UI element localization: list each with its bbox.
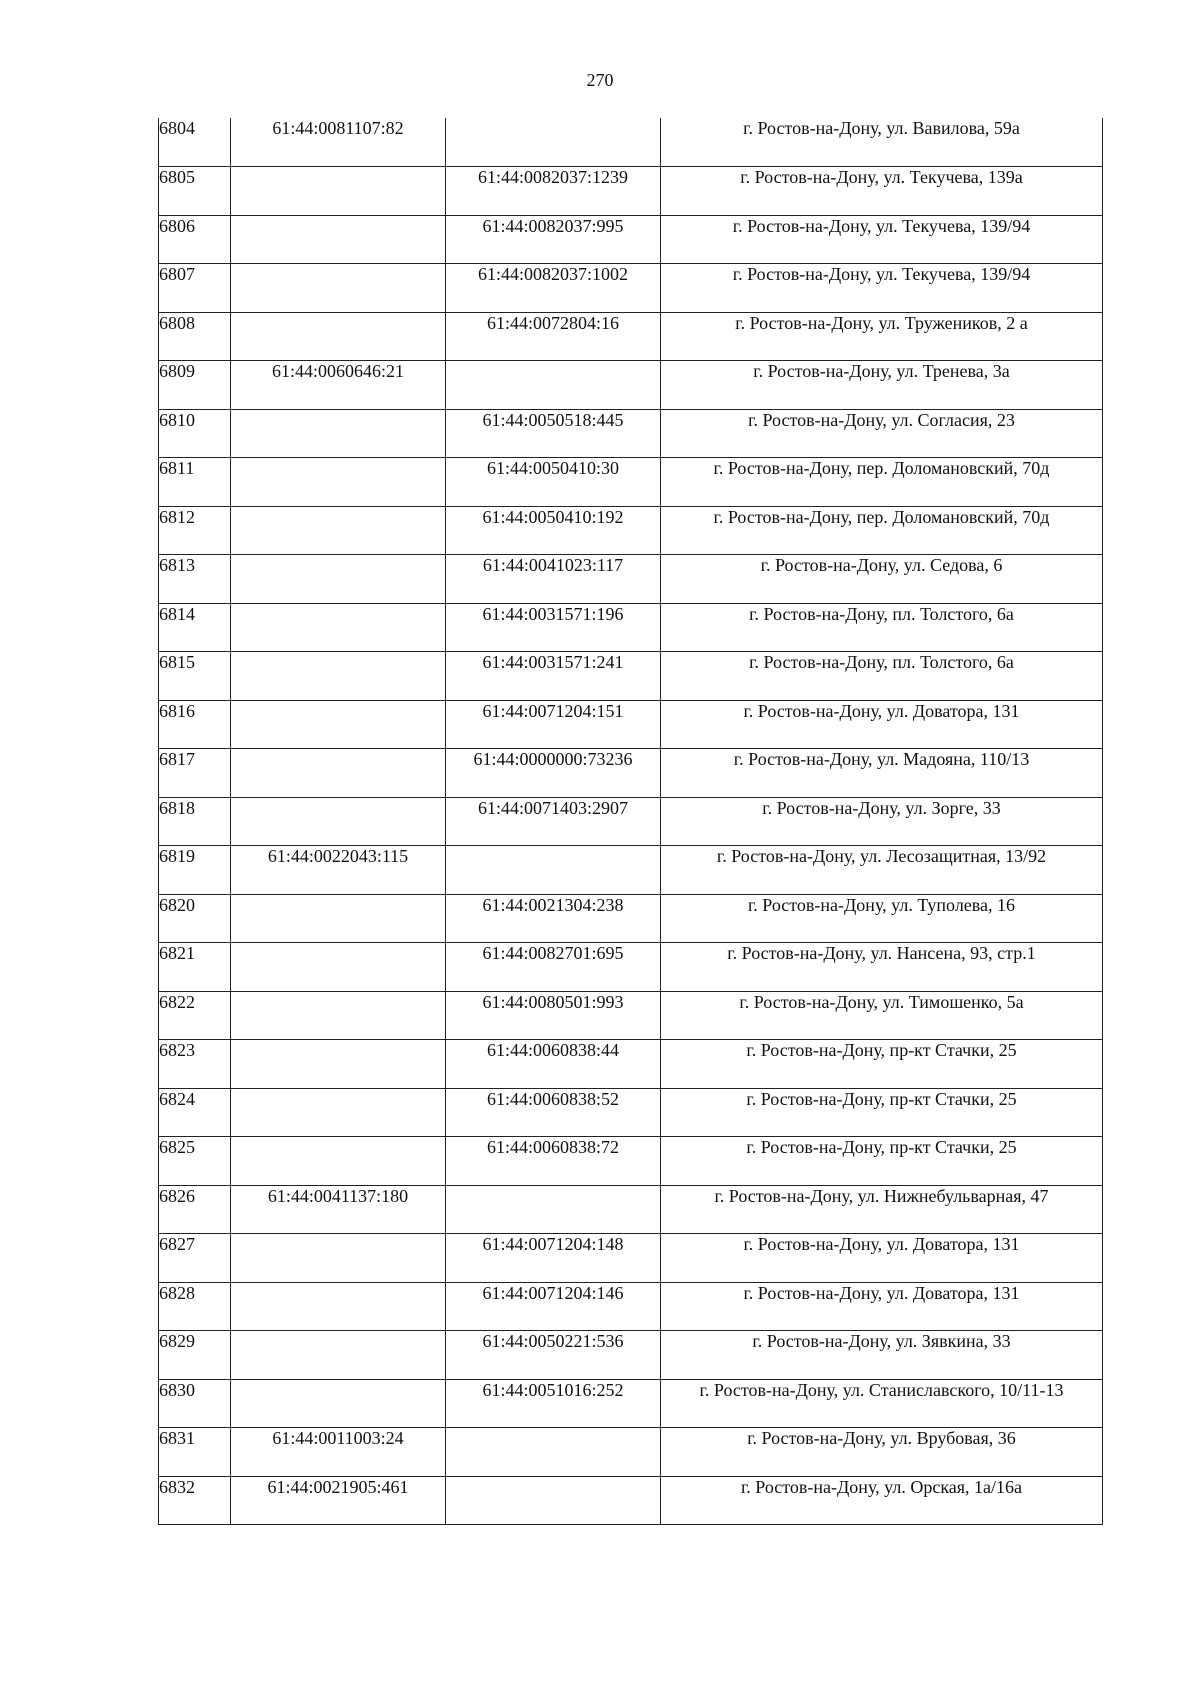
cadastral-number-cell bbox=[231, 458, 446, 507]
table-row bbox=[159, 215, 1103, 264]
address-cell: г. Ростов-на-Дону, ул. Доватора, 131 bbox=[661, 1234, 1103, 1283]
cadastral-number-cell: 61:44:0041137:180 bbox=[231, 1185, 446, 1234]
cadastral-number-cell: 61:44:0031571:241 bbox=[446, 652, 661, 701]
cadastral-number-cell: 61:44:0011003:24 bbox=[231, 1428, 446, 1477]
cadastral-number-cell: 61:44:0050221:536 bbox=[446, 1331, 661, 1380]
cadastral-number-cell: 61:44:0081107:82 bbox=[231, 118, 446, 167]
table-row bbox=[159, 1040, 1103, 1089]
cadastral-number-cell bbox=[231, 943, 446, 992]
row-number-cell: 6809 bbox=[159, 361, 231, 410]
address-cell: г. Ростов-на-Дону, ул. Лесозащитная, 13/92 bbox=[661, 846, 1103, 895]
table-row bbox=[159, 506, 1103, 555]
address-cell: г. Ростов-на-Дону, ул. Нижнебульварная, 47 bbox=[661, 1185, 1103, 1234]
cadastral-number-cell bbox=[231, 1331, 446, 1380]
address-cell: г. Ростов-на-Дону, ул. Текучева, 139а bbox=[661, 167, 1103, 216]
cadastral-number-cell bbox=[231, 167, 446, 216]
cadastral-number-cell: 61:44:0060838:72 bbox=[446, 1137, 661, 1186]
row-number-cell: 6817 bbox=[159, 749, 231, 798]
address-cell: г. Ростов-на-Дону, ул. Зявкина, 33 bbox=[661, 1331, 1103, 1380]
cadastral-number-cell bbox=[231, 652, 446, 701]
cadastral-number-cell bbox=[231, 312, 446, 361]
cadastral-number-cell: 61:44:0071204:151 bbox=[446, 700, 661, 749]
address-cell: г. Ростов-на-Дону, ул. Мадояна, 110/13 bbox=[661, 749, 1103, 798]
row-number-cell: 6813 bbox=[159, 555, 231, 604]
table-row bbox=[159, 1331, 1103, 1380]
table-row bbox=[159, 1185, 1103, 1234]
address-cell: г. Ростов-на-Дону, ул. Доватора, 131 bbox=[661, 700, 1103, 749]
cadastral-number-cell bbox=[231, 215, 446, 264]
address-cell: г. Ростов-на-Дону, ул. Текучева, 139/94 bbox=[661, 264, 1103, 313]
cadastral-number-cell bbox=[231, 749, 446, 798]
row-number-cell: 6818 bbox=[159, 797, 231, 846]
cadastral-number-cell bbox=[446, 118, 661, 167]
table-row bbox=[159, 1379, 1103, 1428]
address-cell: г. Ростов-на-Дону, ул. Седова, 6 bbox=[661, 555, 1103, 604]
row-number-cell: 6806 bbox=[159, 215, 231, 264]
address-cell: г. Ростов-на-Дону, пр-кт Стачки, 25 bbox=[661, 1137, 1103, 1186]
address-cell: г. Ростов-на-Дону, ул. Вавилова, 59а bbox=[661, 118, 1103, 167]
cadastral-number-cell: 61:44:0071204:146 bbox=[446, 1282, 661, 1331]
cadastral-number-cell: 61:44:0071204:148 bbox=[446, 1234, 661, 1283]
table-row bbox=[159, 1428, 1103, 1477]
address-cell: г. Ростов-на-Дону, пр-кт Стачки, 25 bbox=[661, 1040, 1103, 1089]
row-number-cell: 6808 bbox=[159, 312, 231, 361]
cadastral-number-cell bbox=[231, 1234, 446, 1283]
table-row bbox=[159, 700, 1103, 749]
cadastral-number-cell bbox=[231, 1137, 446, 1186]
table-row bbox=[159, 894, 1103, 943]
table-row bbox=[159, 797, 1103, 846]
address-cell: г. Ростов-на-Дону, ул. Согласия, 23 bbox=[661, 409, 1103, 458]
address-cell: г. Ростов-на-Дону, ул. Врубовая, 36 bbox=[661, 1428, 1103, 1477]
cadastral-number-cell: 61:44:0051016:252 bbox=[446, 1379, 661, 1428]
address-cell: г. Ростов-на-Дону, пл. Толстого, 6а bbox=[661, 652, 1103, 701]
cadastral-number-cell: 61:44:0021905:461 bbox=[231, 1476, 446, 1525]
table-row bbox=[159, 1282, 1103, 1331]
cadastral-number-cell bbox=[231, 894, 446, 943]
address-cell: г. Ростов-на-Дону, ул. Доватора, 131 bbox=[661, 1282, 1103, 1331]
address-cell: г. Ростов-на-Дону, пр-кт Стачки, 25 bbox=[661, 1088, 1103, 1137]
cadastral-number-cell bbox=[446, 846, 661, 895]
cadastral-number-cell: 61:44:0041023:117 bbox=[446, 555, 661, 604]
cadastral-number-cell: 61:44:0082701:695 bbox=[446, 943, 661, 992]
row-number-cell: 6819 bbox=[159, 846, 231, 895]
cadastral-number-cell: 61:44:0050410:192 bbox=[446, 506, 661, 555]
table-row bbox=[159, 603, 1103, 652]
cadastral-number-cell: 61:44:0060838:52 bbox=[446, 1088, 661, 1137]
address-cell: г. Ростов-на-Дону, ул. Туполева, 16 bbox=[661, 894, 1103, 943]
address-cell: г. Ростов-на-Дону, пл. Толстого, 6а bbox=[661, 603, 1103, 652]
cadastral-number-cell: 61:44:0050518:445 bbox=[446, 409, 661, 458]
row-number-cell: 6828 bbox=[159, 1282, 231, 1331]
table-row bbox=[159, 943, 1103, 992]
cadastral-number-cell bbox=[231, 700, 446, 749]
table-row bbox=[159, 991, 1103, 1040]
cadastral-number-cell: 61:44:0082037:1002 bbox=[446, 264, 661, 313]
table-row bbox=[159, 749, 1103, 798]
row-number-cell: 6810 bbox=[159, 409, 231, 458]
row-number-cell: 6830 bbox=[159, 1379, 231, 1428]
table-row bbox=[159, 1234, 1103, 1283]
row-number-cell: 6829 bbox=[159, 1331, 231, 1380]
cadastral-number-cell bbox=[231, 797, 446, 846]
registry-table bbox=[158, 118, 1103, 1525]
cadastral-number-cell bbox=[231, 603, 446, 652]
row-number-cell: 6821 bbox=[159, 943, 231, 992]
address-cell: г. Ростов-на-Дону, пер. Доломановский, 70д bbox=[661, 458, 1103, 507]
row-number-cell: 6822 bbox=[159, 991, 231, 1040]
row-number-cell: 6823 bbox=[159, 1040, 231, 1089]
address-cell: г. Ростов-на-Дону, ул. Тренева, 3а bbox=[661, 361, 1103, 410]
cadastral-number-cell bbox=[446, 1476, 661, 1525]
row-number-cell: 6826 bbox=[159, 1185, 231, 1234]
cadastral-number-cell: 61:44:0022043:115 bbox=[231, 846, 446, 895]
row-number-cell: 6820 bbox=[159, 894, 231, 943]
row-number-cell: 6814 bbox=[159, 603, 231, 652]
row-number-cell: 6824 bbox=[159, 1088, 231, 1137]
table-row bbox=[159, 1088, 1103, 1137]
cadastral-number-cell bbox=[231, 264, 446, 313]
row-number-cell: 6816 bbox=[159, 700, 231, 749]
row-number-cell: 6811 bbox=[159, 458, 231, 507]
row-number-cell: 6831 bbox=[159, 1428, 231, 1477]
row-number-cell: 6804 bbox=[159, 118, 231, 167]
row-number-cell: 6807 bbox=[159, 264, 231, 313]
table-row bbox=[159, 458, 1103, 507]
table-row bbox=[159, 409, 1103, 458]
cadastral-number-cell: 61:44:0071403:2907 bbox=[446, 797, 661, 846]
cadastral-number-cell bbox=[446, 361, 661, 410]
cadastral-number-cell: 61:44:0060838:44 bbox=[446, 1040, 661, 1089]
cadastral-number-cell bbox=[231, 1040, 446, 1089]
row-number-cell: 6812 bbox=[159, 506, 231, 555]
cadastral-number-cell bbox=[231, 409, 446, 458]
cadastral-number-cell: 61:44:0082037:995 bbox=[446, 215, 661, 264]
table-row bbox=[159, 1476, 1103, 1525]
cadastral-number-cell bbox=[231, 1379, 446, 1428]
address-cell: г. Ростов-на-Дону, ул. Орская, 1а/16а bbox=[661, 1476, 1103, 1525]
address-cell: г. Ростов-на-Дону, ул. Текучева, 139/94 bbox=[661, 215, 1103, 264]
table-row bbox=[159, 312, 1103, 361]
address-cell: г. Ростов-на-Дону, ул. Станиславского, 10/11-13 bbox=[661, 1379, 1103, 1428]
cadastral-number-cell: 61:44:0080501:993 bbox=[446, 991, 661, 1040]
table-row bbox=[159, 846, 1103, 895]
cadastral-number-cell bbox=[231, 506, 446, 555]
address-cell: г. Ростов-на-Дону, ул. Зорге, 33 bbox=[661, 797, 1103, 846]
cadastral-number-cell: 61:44:0060646:21 bbox=[231, 361, 446, 410]
cadastral-number-cell: 61:44:0050410:30 bbox=[446, 458, 661, 507]
address-cell: г. Ростов-на-Дону, ул. Тружеников, 2 а bbox=[661, 312, 1103, 361]
cadastral-number-cell bbox=[231, 555, 446, 604]
cadastral-number-cell bbox=[231, 1088, 446, 1137]
cadastral-number-cell: 61:44:0031571:196 bbox=[446, 603, 661, 652]
page-number: 270 bbox=[586, 70, 614, 90]
table-row bbox=[159, 118, 1103, 167]
cadastral-number-cell bbox=[231, 991, 446, 1040]
table-row bbox=[159, 555, 1103, 604]
row-number-cell: 6827 bbox=[159, 1234, 231, 1283]
row-number-cell: 6825 bbox=[159, 1137, 231, 1186]
registry-table-body bbox=[159, 118, 1103, 1525]
address-cell: г. Ростов-на-Дону, ул. Нансена, 93, стр.1 bbox=[661, 943, 1103, 992]
table-row bbox=[159, 361, 1103, 410]
table-row bbox=[159, 1137, 1103, 1186]
cadastral-number-cell: 61:44:0072804:16 bbox=[446, 312, 661, 361]
address-cell: г. Ростов-на-Дону, пер. Доломановский, 70д bbox=[661, 506, 1103, 555]
cadastral-number-cell: 61:44:0000000:73236 bbox=[446, 749, 661, 798]
cadastral-number-cell: 61:44:0021304:238 bbox=[446, 894, 661, 943]
row-number-cell: 6832 bbox=[159, 1476, 231, 1525]
cadastral-number-cell: 61:44:0082037:1239 bbox=[446, 167, 661, 216]
address-cell: г. Ростов-на-Дону, ул. Тимошенко, 5а bbox=[661, 991, 1103, 1040]
table-row bbox=[159, 167, 1103, 216]
row-number-cell: 6815 bbox=[159, 652, 231, 701]
cadastral-number-cell bbox=[446, 1185, 661, 1234]
table-row bbox=[159, 264, 1103, 313]
cadastral-number-cell bbox=[446, 1428, 661, 1477]
table-row bbox=[159, 652, 1103, 701]
row-number-cell: 6805 bbox=[159, 167, 231, 216]
cadastral-number-cell bbox=[231, 1282, 446, 1331]
